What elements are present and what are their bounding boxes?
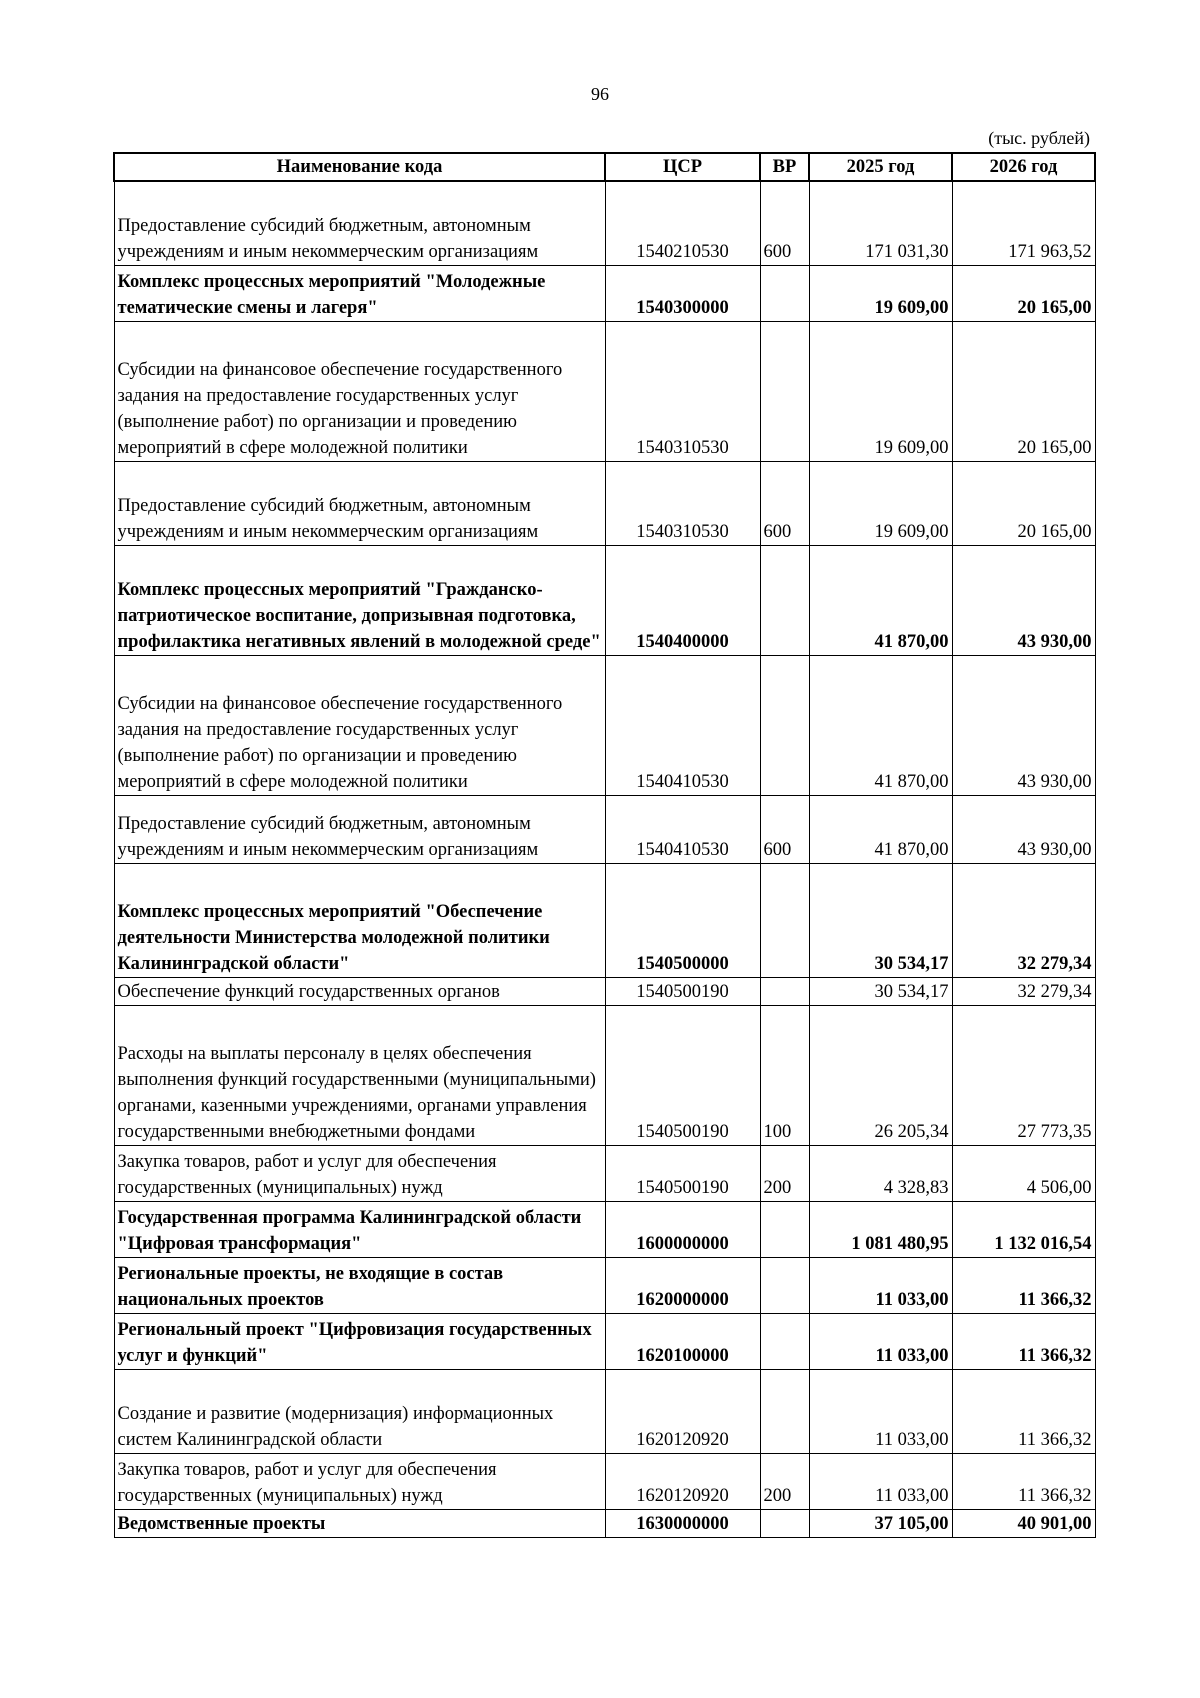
table-row <box>114 1145 1095 1201</box>
row-name: Создание и развитие (модернизация) информационных систем Калининградской области <box>114 1369 605 1453</box>
table-row <box>114 461 1095 545</box>
row-2026: 11 366,32 <box>952 1369 1095 1453</box>
row-2025: 11 033,00 <box>809 1369 952 1453</box>
table-row <box>114 1313 1095 1369</box>
row-2026: 1 132 016,54 <box>952 1201 1095 1257</box>
row-2025: 19 609,00 <box>809 265 952 321</box>
row-2026: 27 773,35 <box>952 1005 1095 1145</box>
row-name: Предоставление субсидий бюджетным, автономным учреждениям и иным некоммерческим организациям <box>114 181 605 265</box>
row-name: Государственная программа Калининградской области "Цифровая трансформация" <box>114 1201 605 1257</box>
row-name: Закупка товаров, работ и услуг для обеспечения государственных (муниципальных) нужд <box>114 1453 605 1509</box>
table-row <box>114 1005 1095 1145</box>
row-2026: 32 279,34 <box>952 863 1095 977</box>
row-name: Обеспечение функций государственных органов <box>114 977 605 1005</box>
row-2025: 30 534,17 <box>809 863 952 977</box>
row-2026: 20 165,00 <box>952 265 1095 321</box>
row-2026: 11 366,32 <box>952 1313 1095 1369</box>
table-row <box>114 977 1095 1005</box>
row-vr <box>760 1313 809 1369</box>
row-2026: 20 165,00 <box>952 321 1095 461</box>
table-row <box>114 655 1095 795</box>
row-2026: 11 366,32 <box>952 1453 1095 1509</box>
row-vr <box>760 265 809 321</box>
row-csr: 1540500190 <box>605 1005 760 1145</box>
table-row <box>114 1369 1095 1453</box>
row-2025: 30 534,17 <box>809 977 952 1005</box>
row-2026: 20 165,00 <box>952 461 1095 545</box>
row-vr: 600 <box>760 795 809 863</box>
row-2026: 43 930,00 <box>952 795 1095 863</box>
row-2026: 4 506,00 <box>952 1145 1095 1201</box>
row-vr <box>760 1201 809 1257</box>
page-number: 96 <box>591 84 609 104</box>
row-2025: 37 105,00 <box>809 1509 952 1537</box>
row-csr: 1540210530 <box>605 181 760 265</box>
table-row <box>114 545 1095 655</box>
row-2026: 32 279,34 <box>952 977 1095 1005</box>
row-name: Закупка товаров, работ и услуг для обеспечения государственных (муниципальных) нужд <box>114 1145 605 1201</box>
row-vr: 600 <box>760 461 809 545</box>
table-row <box>114 863 1095 977</box>
row-name: Региональный проект "Цифровизация государственных услуг и функций" <box>114 1313 605 1369</box>
row-vr <box>760 977 809 1005</box>
row-2025: 11 033,00 <box>809 1257 952 1313</box>
table-row <box>114 1201 1095 1257</box>
row-name: Субсидии на финансовое обеспечение государственного задания на предоставление государственных услуг (выполнение работ) по организации и проведению мероприятий в сфере молодежной политики <box>114 655 605 795</box>
row-name: Комплекс процессных мероприятий "Молодежные тематические смены и лагеря" <box>114 265 605 321</box>
row-name: Комплекс процессных мероприятий "Гражданско-патриотическое воспитание, допризывная подготовка, профилактика негативных явлений в молодежной среде" <box>114 545 605 655</box>
budget-table <box>113 152 1096 1538</box>
row-csr: 1540500190 <box>605 977 760 1005</box>
table-row <box>114 795 1095 863</box>
row-2025: 11 033,00 <box>809 1453 952 1509</box>
table-row <box>114 1257 1095 1313</box>
row-vr: 100 <box>760 1005 809 1145</box>
row-2025: 41 870,00 <box>809 545 952 655</box>
row-csr: 1540410530 <box>605 795 760 863</box>
row-vr <box>760 1369 809 1453</box>
row-2025: 41 870,00 <box>809 795 952 863</box>
row-vr: 600 <box>760 181 809 265</box>
header-vr: ВР <box>760 153 809 181</box>
row-2026: 43 930,00 <box>952 655 1095 795</box>
row-csr: 1620000000 <box>605 1257 760 1313</box>
row-csr: 1620100000 <box>605 1313 760 1369</box>
row-2025: 19 609,00 <box>809 461 952 545</box>
row-vr <box>760 321 809 461</box>
row-vr: 200 <box>760 1453 809 1509</box>
row-vr <box>760 655 809 795</box>
row-csr: 1540300000 <box>605 265 760 321</box>
row-2025: 171 031,30 <box>809 181 952 265</box>
row-2026: 40 901,00 <box>952 1509 1095 1537</box>
row-csr: 1540400000 <box>605 545 760 655</box>
row-csr: 1540500190 <box>605 1145 760 1201</box>
row-2026: 171 963,52 <box>952 181 1095 265</box>
table-row <box>114 1509 1095 1537</box>
header-csr: ЦСР <box>605 153 760 181</box>
row-name: Региональные проекты, не входящие в состав национальных проектов <box>114 1257 605 1313</box>
row-csr: 1540500000 <box>605 863 760 977</box>
row-vr <box>760 1257 809 1313</box>
row-csr: 1600000000 <box>605 1201 760 1257</box>
row-2025: 11 033,00 <box>809 1313 952 1369</box>
row-2026: 43 930,00 <box>952 545 1095 655</box>
row-csr: 1620120920 <box>605 1453 760 1509</box>
row-name: Комплекс процессных мероприятий "Обеспечение деятельности Министерства молодежной политики Калининградской области" <box>114 863 605 977</box>
header-name: Наименование кода <box>114 153 605 181</box>
row-2026: 11 366,32 <box>952 1257 1095 1313</box>
row-name: Предоставление субсидий бюджетным, автономным учреждениям и иным некоммерческим организациям <box>114 795 605 863</box>
header-2026: 2026 год <box>952 153 1095 181</box>
row-csr: 1630000000 <box>605 1509 760 1537</box>
row-csr: 1620120920 <box>605 1369 760 1453</box>
row-vr <box>760 1509 809 1537</box>
table-row <box>114 265 1095 321</box>
row-name: Предоставление субсидий бюджетным, автономным учреждениям и иным некоммерческим организациям <box>114 461 605 545</box>
units-label: (тыс. рублей) <box>988 128 1090 148</box>
row-2025: 1 081 480,95 <box>809 1201 952 1257</box>
table-row <box>114 1453 1095 1509</box>
row-2025: 4 328,83 <box>809 1145 952 1201</box>
row-2025: 19 609,00 <box>809 321 952 461</box>
row-csr: 1540410530 <box>605 655 760 795</box>
table-header-row <box>114 153 1095 181</box>
row-2025: 26 205,34 <box>809 1005 952 1145</box>
row-vr <box>760 863 809 977</box>
row-csr: 1540310530 <box>605 321 760 461</box>
row-2025: 41 870,00 <box>809 655 952 795</box>
row-name: Субсидии на финансовое обеспечение государственного задания на предоставление государственных услуг (выполнение работ) по организации и проведению мероприятий в сфере молодежной политики <box>114 321 605 461</box>
table-row <box>114 321 1095 461</box>
row-vr: 200 <box>760 1145 809 1201</box>
table-row <box>114 181 1095 265</box>
row-name: Расходы на выплаты персоналу в целях обеспечения выполнения функций государственными (муниципальными) органами, казенными учреждениями, органами управления государственными внебюджетными фондами <box>114 1005 605 1145</box>
row-csr: 1540310530 <box>605 461 760 545</box>
header-2025: 2025 год <box>809 153 952 181</box>
row-vr <box>760 545 809 655</box>
row-name: Ведомственные проекты <box>114 1509 605 1537</box>
